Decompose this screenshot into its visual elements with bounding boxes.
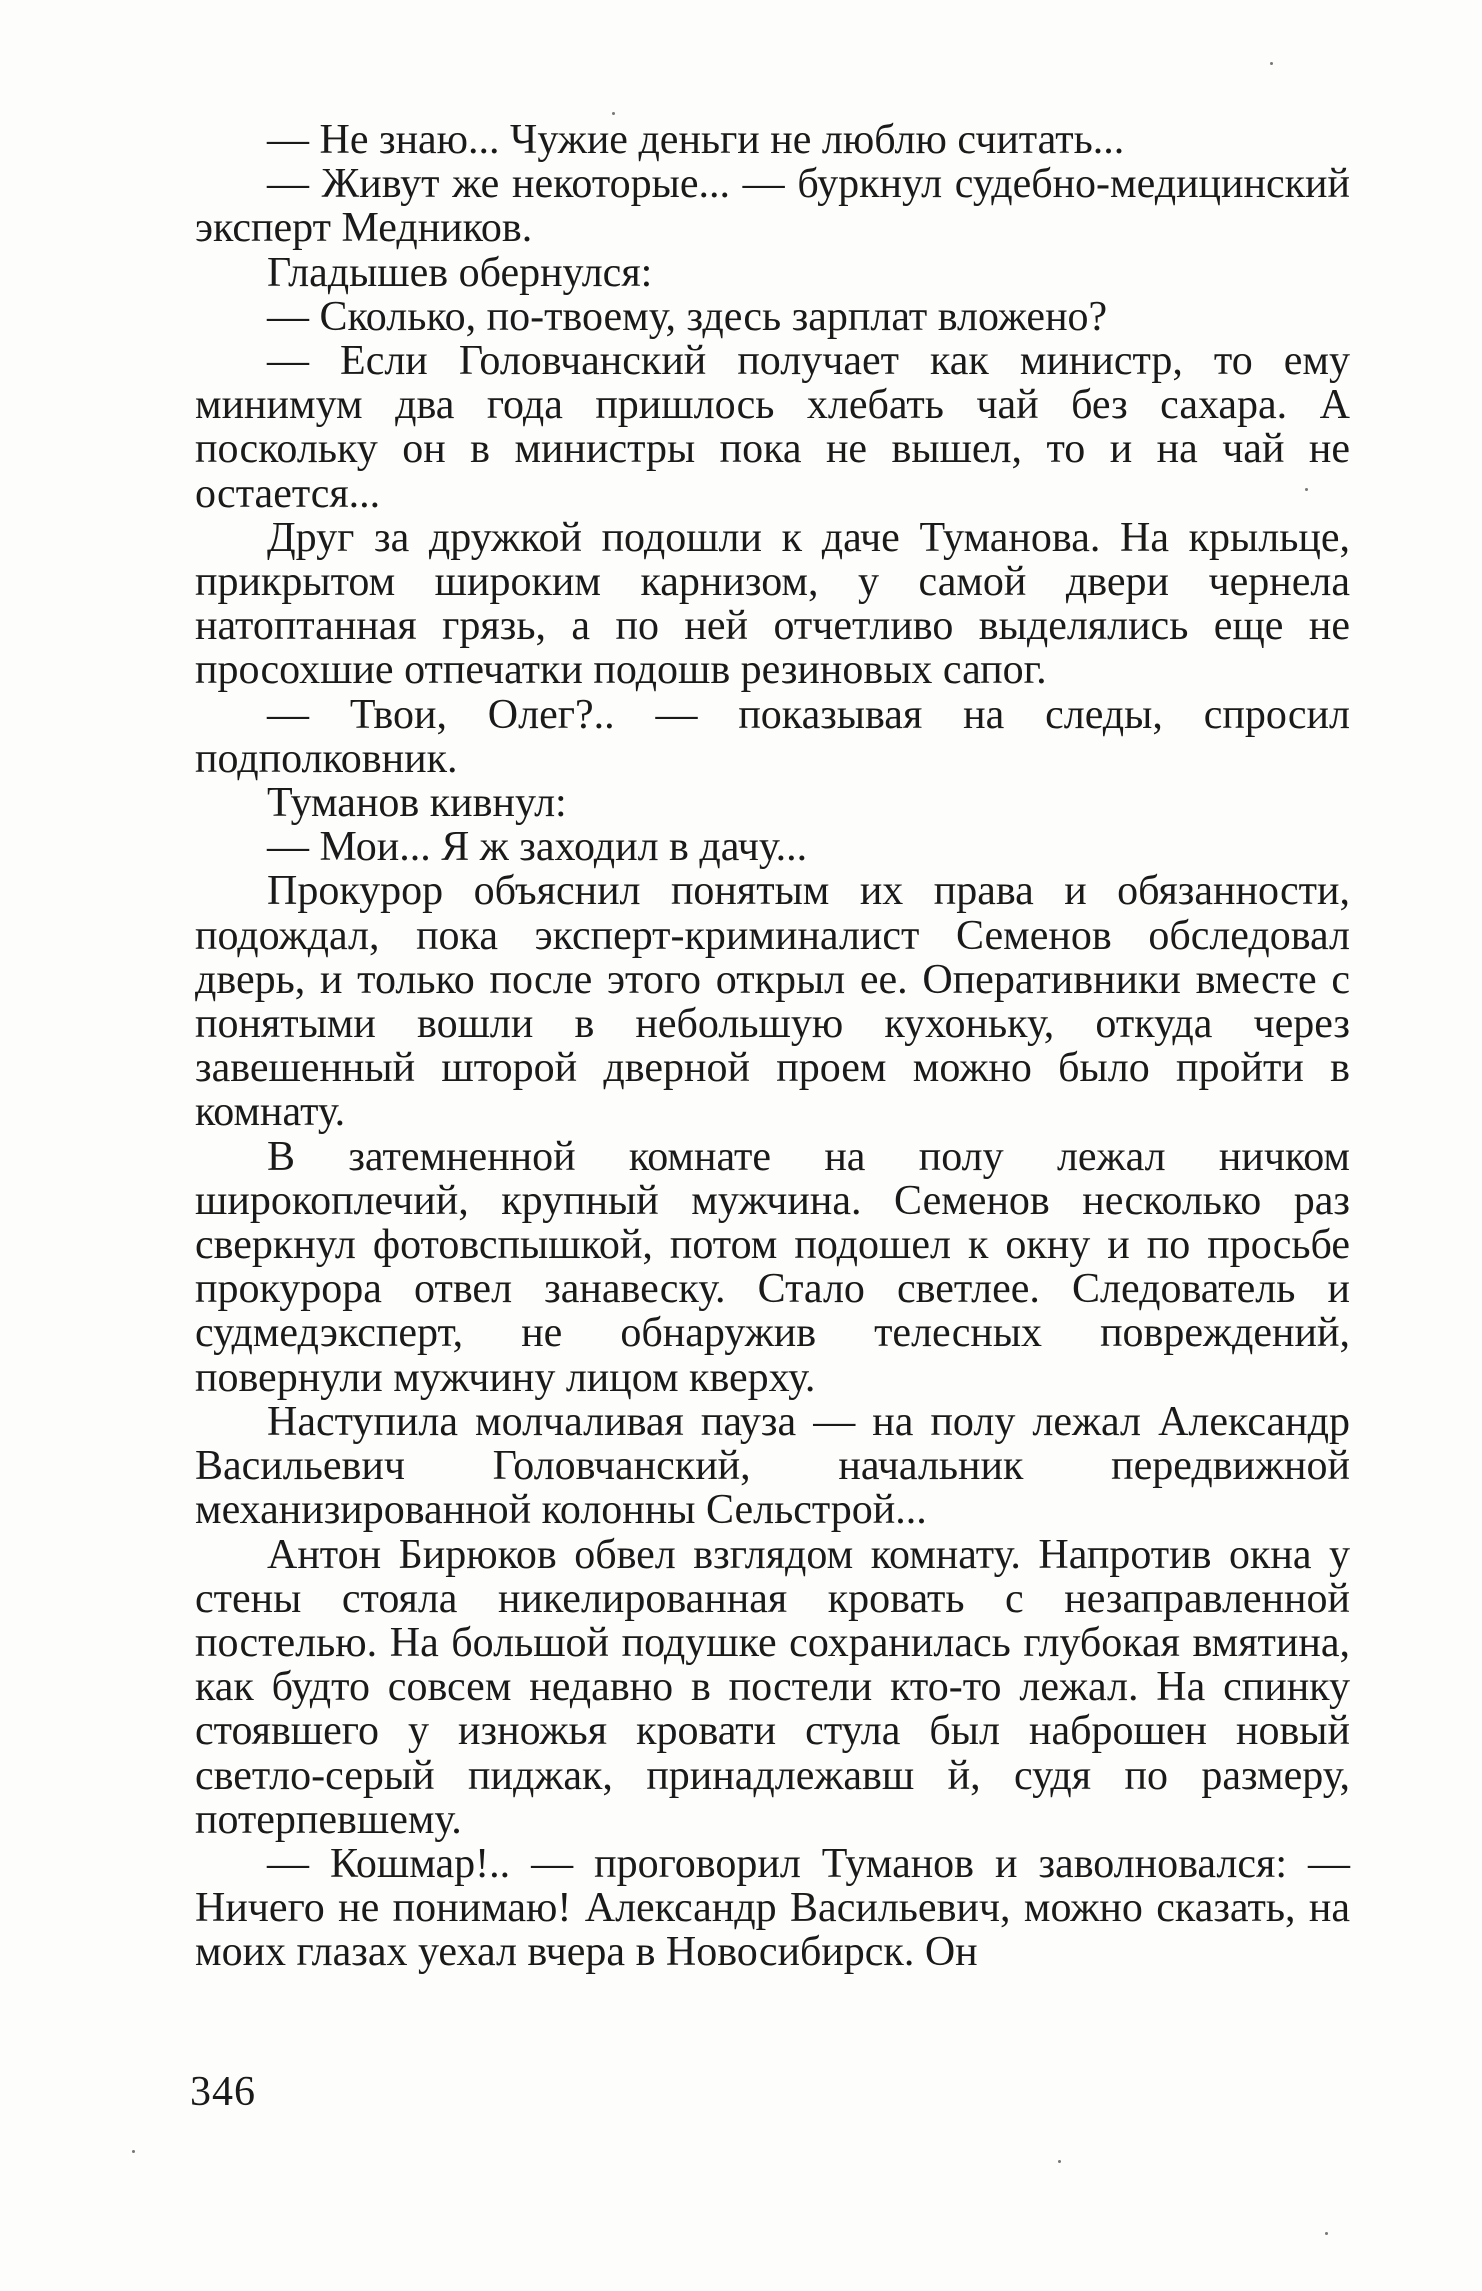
paragraph-12: Наступила молчаливая пауза — на полу лежал Александр Васильевич Головчанский, начальник передвижной механизированной колонны Сельстрой... <box>195 1398 1350 1534</box>
scan-speck <box>1305 488 1308 491</box>
paragraph-11: В затемненной комнате на полу лежал ничком широкоплечий, крупный мужчина. Семенов несколько раз сверкнул фотовспышкой, потом подошел к окну и по просьбе прокурора отвел занавеску. Стало светлее. Следователь и судмедэксперт, не обнаружив телесных повреждений, повернули мужчину лицом кверху. <box>195 1133 1350 1401</box>
scan-speck <box>1325 2232 1328 2235</box>
paragraph-13: Антон Бирюков обвел взглядом комнату. Напротив окна у стены стояла никелированная кровать с незаправленной постелью. На большой подушке сохранилась глубокая вмятина, как будто совсем недавно в постели кто-то лежал. На спинку стоявшего у изножья кровати стула был наброшен новый светло-серый пиджак, принадлежавш й, судя по размеру, потерпевшему. <box>195 1531 1350 1843</box>
scan-speck <box>1270 62 1273 65</box>
scan-speck <box>1058 2160 1061 2163</box>
page-number: 346 <box>190 2069 256 2115</box>
scan-speck <box>132 2150 135 2153</box>
paragraph-8: Туманов кивнул: <box>267 780 567 827</box>
paragraph-4: — Сколько, по-твоему, здесь зарплат вложено? <box>267 293 1108 340</box>
paragraph-3: Гладышев обернулся: <box>267 249 653 296</box>
paragraph-2: — Живут же некоторые... — буркнул судебно-медицинский эксперт Медников. <box>195 161 1350 252</box>
paragraph-14: — Кошмар!.. — проговорил Туманов и заволновался: — Ничего не понимаю! Александр Васильевич, можно сказать, на моих глазах уехал вчера в Новосибирск. Он <box>195 1840 1350 1976</box>
paragraph-1: — Не знаю... Чужие деньги не люблю считать... <box>267 117 1125 163</box>
paragraph-6: Друг за дружкой подошли к даче Туманова. На крыльце, прикрытом широким карнизом, у самой двери чернела натоптанная грязь, а по ней отчетливо выделялись еще не просохшие отпечатки подошв резиновых сапог. <box>195 514 1350 694</box>
paragraph-9: — Мои... Я ж заходил в дачу... <box>267 824 808 871</box>
page-text <box>195 118 1350 1975</box>
paragraph-5: — Если Головчанский получает как министр, то ему минимум два года пришлось хлебать чай без сахара. А поскольку он в министры пока не вышел, то и на чай не остается... <box>195 338 1350 517</box>
paragraph-7: — Твои, Олег?.. — показывая на следы, спросил подполковник. <box>195 691 1350 782</box>
paragraph-10: Прокурор объяснил понятым их права и обязанности, подождал, пока эксперт-криминалист Семенов обследовал дверь, и только после этого открыл ее. Оперативники вместе с понятыми вошли в небольшую кухоньку, откуда через завешенный шторой дверной проем можно было пройти в комнату. <box>195 868 1350 1136</box>
scan-speck <box>612 112 615 115</box>
